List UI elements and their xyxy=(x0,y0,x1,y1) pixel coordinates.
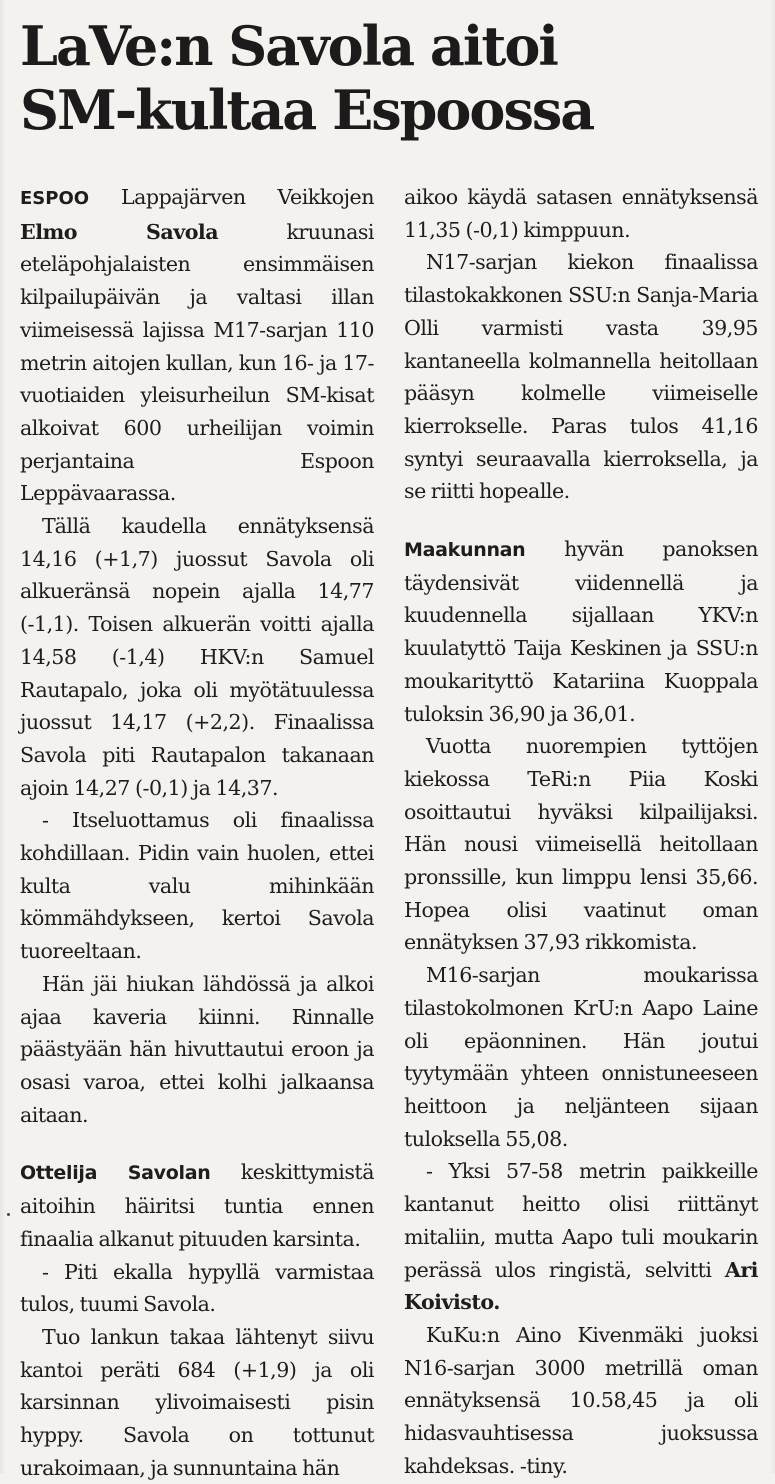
paragraph-continuation: aikoo käydä satasen ennätyksensä 11,35 (-0,1) kimppuun. xyxy=(404,185,758,242)
paragraph-quote-jump: - Piti ekalla hypyllä varmistaa tulos, tuumi Savola. xyxy=(20,1259,374,1317)
paragraph-3000m: KuKu:n Aino Kivenmäki juoksi N16-sarjan 3000 metrillä oman ennätyksensä 10.58,45 ja oli hidasvauhtisessa juoksussa kahdeksas. -tiny. xyxy=(404,1322,758,1478)
koivisto-quote-text: - Yksi 57-58 metrin paikkeille kantanut heitto olisi riittänyt mitaliin, mutta Aapo tuli moukarin perässä ulos ringistä, selvitti xyxy=(404,1159,758,1282)
paragraph-intro xyxy=(20,181,374,510)
dateline: ESPOO xyxy=(20,188,90,209)
intro-text-1: Lappajärven Veikkojen xyxy=(89,185,374,209)
paragraph-quote-koivisto xyxy=(404,1155,758,1319)
headline-line-2: SM-kultaa Espoossa xyxy=(20,78,594,142)
left-column xyxy=(20,181,374,1484)
print-speck xyxy=(7,1213,10,1216)
lead-in-ottelija-savolan: Ottelija Savolan xyxy=(20,1162,211,1185)
paragraph-hammer-m16: M16-sarjan moukarissa tilastokolmonen KrU:n Aapo Laine oli epäonninen. Hän joutui tyytymään yhteen onnistuneeseen heittoon ja neljänteen sijaan tuloksella 55,08. xyxy=(404,963,758,1151)
lead-in-maakunnan: Maakunnan xyxy=(404,539,526,562)
person-name-elmo-savola: Elmo Savola xyxy=(20,219,219,244)
right-column xyxy=(404,181,758,1482)
paragraph-long-jump xyxy=(20,1156,374,1255)
long-jump-text: keskittymistä aitoihin häiritsi tuntia ennen finaalia alkanut pituuden karsinta. xyxy=(20,1160,374,1251)
paragraph-discus-younger: Vuotta nuorempien tyttöjen kiekossa TeRi:n Piia Koski osoittautui hyväksi kilpailijaksi. Hän nousi viimeisellä heitollaan pronssille, kun limppu lensi 35,66. Hopea olisi vaatinut oman ennätyksen 37,93 rikkomista. xyxy=(404,734,758,955)
paragraph-race-description: Hän jäi hiukan lähdössä ja alkoi ajaa kaveria kiinni. Rinnalle päästyään hän hivuttautui eroon ja osasi varoa, ettei kolhi jalkaansa aitaan. xyxy=(20,971,374,1127)
paragraph-heats: Tällä kaudella ennätyksensä 14,16 (+1,7) juossut Savola oli alkueränsä nopein ajalla 14,77 (-1,1). Toisen alkuerän voitti ajalla 14,58 (-1,4) HKV:n Samuel Rautapalo, joka oli myötätuulessa juossut 14,17 (+2,2). Finaalissa Savola piti Rautapalon takanaan ajoin 14,27 (-0,1) ja 14,37. xyxy=(20,514,374,800)
headline xyxy=(20,14,760,142)
intro-text-2: kruunasi eteläpohjalaisten ensimmäisen kilpailupäivän ja valtasi illan viimeisessä lajissa M17-sarjan 110 metrin aitojen kullan, kun 16- ja 17-vuotiaiden yleisurheilun SM-kisat alkoivat 600 urheilijan voimin perjantaina Espoon Leppävaarassa. xyxy=(20,219,374,506)
region-text: hyvän panoksen täydensivät viidennellä ja kuudennella sijallaan YKV:n kuulatyttö Taija Keskinen ja SSU:n moukarityttö Katariina Kuoppala tuloksin 36,90 ja 36,01. xyxy=(404,537,758,726)
paragraph-region xyxy=(404,533,758,730)
paragraph-discus-n17: N17-sarjan kiekon finaalissa tilastokakkonen SSU:n Sanja-Maria Olli varmisti vasta 39,95 kantaneella kolmannella heitollaan pääsyn kolmelle viimeiselle kierrokselle. Paras tulos 41,16 syntyi seuraavalla kierroksella, ja se riitti hopealle. xyxy=(404,250,758,504)
paragraph-jump-result: Tuo lankun takaa lähtenyt siivu kantoi peräti 684 (+1,9) ja oli karsinnan ylivoimaisesti pisin hyppy. Savola on tottunut urakoimaan, ja sunnuntaina hän xyxy=(20,1324,374,1480)
person-name-ari-koivisto: Ari Koivisto. xyxy=(404,1257,758,1315)
paragraph-quote-final: - Itseluottamus oli finaalissa kohdillaan. Pidin vain huolen, ettei kulta valu mihinkään kömmähdykseen, kertoi Savola tuoreeltaan. xyxy=(20,808,374,964)
headline-line-1: LaVe:n Savola aitoi xyxy=(20,14,557,78)
